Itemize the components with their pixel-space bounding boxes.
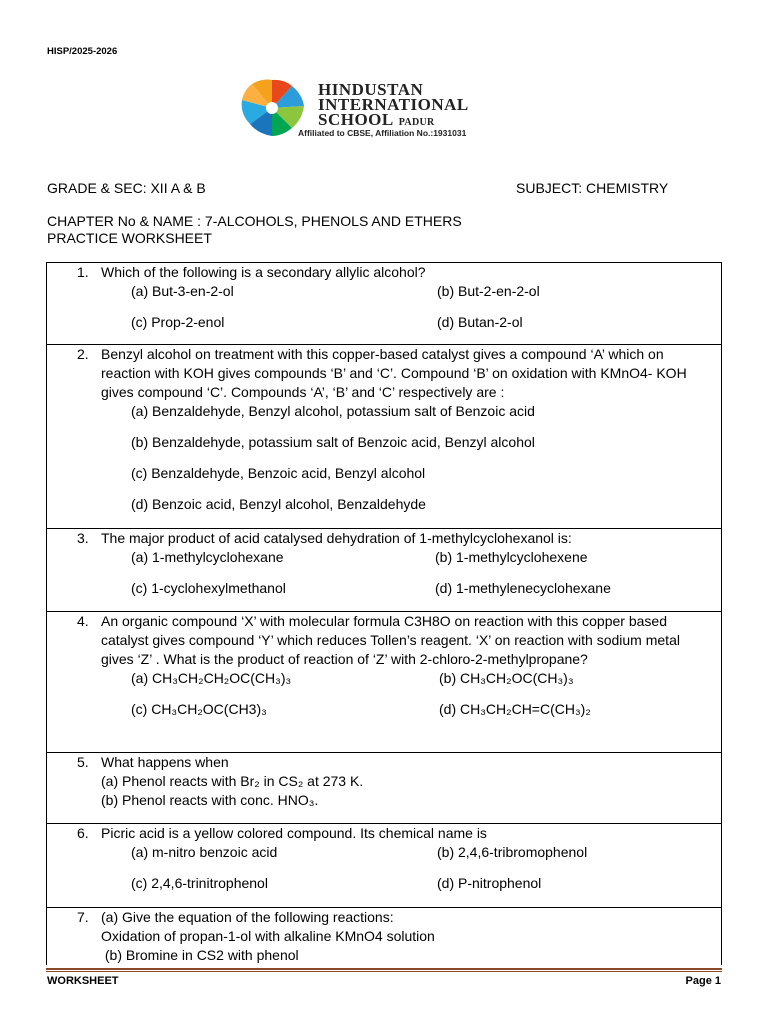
school-logo	[232, 78, 522, 142]
question-text: (a) Give the equation of the following reactions:	[101, 909, 394, 925]
option: (c) Prop-2-enol	[131, 314, 225, 330]
page-number: Page 1	[685, 975, 721, 987]
option: (b) 1-methylcyclohexene	[435, 549, 588, 565]
option: (a) CH₃CH₂CH₂OC(CH₃)₃	[131, 670, 292, 686]
option: (c) 1-cyclohexylmethanol	[131, 580, 286, 596]
sub-question: (a) Phenol reacts with Br₂ in CS₂ at 273 K.	[101, 773, 364, 789]
question-row: 1. Which of the following is a secondary allylic alcohol? (a) But-3-en-2-ol (b) But-2-en-2-ol (c) Prop-2-enol (d) Butan-2-ol	[47, 263, 722, 345]
option: (d) CH₃CH₂CH=C(CH₃)₂	[439, 701, 591, 717]
affiliation-text: Affiliated to CBSE, Affiliation No.:1931031	[298, 128, 467, 138]
option: (c) Benzaldehyde, Benzoic acid, Benzyl alcohol	[131, 465, 426, 481]
question-row: 2. Benzyl alcohol on treatment with this copper-based catalyst gives a compound ‘A’ which on reaction with KOH gives compounds ‘B’ and ‘C’. Compound ‘B’ on oxidation with KMnO4- KOH gives compound ‘C’. Compounds ‘A’, ‘B’ and ‘C’ respectively are : (a) Benzaldehyde, Benzyl alcohol, potassium salt of Benzoic acid (b) Benzaldehyde, potassium salt of Benzoic acid, Benzyl alcohol (c) Benzaldehyde, Benzoic acid, Benzyl alcohol (d) Benzoic acid, Benzyl alcohol, Benzaldehyde	[47, 345, 722, 529]
question-table	[46, 262, 722, 965]
sub-question: Oxidation of propan-1-ol with alkaline KMnO4 solution	[101, 928, 435, 944]
question-text: Which of the following is a secondary allylic alcohol?	[101, 264, 426, 280]
option: (c) CH₃CH₂OC(CH3)₃	[131, 701, 267, 717]
question-text: An organic compound ‘X’ with molecular formula C3H8O on reaction with this copper based catalyst gives compound ‘Y’ which reduces Tollen’s reagent. ‘X’ on reaction with sodium metal gives ‘Z’ . What is the product of reaction of ‘Z’ with 2-chloro-2-methylpropane?	[101, 613, 680, 667]
option: (d) Benzoic acid, Benzyl alcohol, Benzaldehyde	[131, 496, 426, 512]
option: (b) But-2-en-2-ol	[437, 283, 540, 299]
option: (d) Butan-2-ol	[437, 314, 523, 330]
question-text: Benzyl alcohol on treatment with this copper-based catalyst gives a compound ‘A’ which on reaction with KOH gives compounds ‘B’ and ‘C’. Compound ‘B’ on oxidation with KMnO4- KOH gives compound ‘C’. Compounds ‘A’, ‘B’ and ‘C’ respectively are :	[101, 346, 687, 400]
option: (c) 2,4,6-trinitrophenol	[131, 875, 268, 891]
sub-question: (b) Bromine in CS2 with phenol	[101, 947, 299, 963]
footer-label: WORKSHEET	[47, 975, 119, 987]
school-name: HINDUSTAN INTERNATIONAL SCHOOL PADUR	[318, 80, 469, 129]
question-text: The major product of acid catalysed dehydration of 1-methylcyclohexanol is:	[101, 530, 572, 546]
document-code: HISP/2025-2026	[47, 46, 118, 57]
grade-section: GRADE & SEC: XII A & B	[47, 180, 206, 196]
option: (b) CH₃CH₂OC(CH₃)₃	[439, 670, 574, 686]
question-text: Picric acid is a yellow colored compound. Its chemical name is	[101, 825, 487, 841]
chapter-name: CHAPTER No & NAME : 7-ALCOHOLS, PHENOLS AND ETHERS	[47, 213, 462, 229]
option: (a) But-3-en-2-ol	[131, 283, 234, 299]
option: (b) 2,4,6-tribromophenol	[437, 844, 588, 860]
subject: SUBJECT: CHEMISTRY	[516, 180, 669, 196]
question-row: 4. An organic compound ‘X’ with molecular formula C3H8O on reaction with this copper based catalyst gives compound ‘Y’ which reduces Tollen’s reagent. ‘X’ on reaction with sodium metal gives ‘Z’ . What is the product of reaction of ‘Z’ with 2-chloro-2-methylpropane? (a) CH₃CH₂CH₂OC(CH₃)₃ (b) CH₃CH₂OC(CH₃)₃ (c) CH₃CH₂OC(CH3)₃ (d) CH₃CH₂CH=C(CH₃)₂	[47, 612, 722, 753]
footer-rule-thin	[46, 971, 722, 972]
option: (d) P-nitrophenol	[437, 875, 542, 891]
question-row: 5. What happens when (a) Phenol reacts with Br₂ in CS₂ at 273 K. (b) Phenol reacts with conc. HNO₃.	[47, 753, 722, 824]
sub-question: (b) Phenol reacts with conc. HNO₃.	[101, 792, 319, 808]
question-text: What happens when	[101, 754, 229, 770]
question-row: 6. Picric acid is a yellow colored compound. Its chemical name is (a) m-nitro benzoic acid (b) 2,4,6-tribromophenol (c) 2,4,6-trinitrophenol (d) P-nitrophenol	[47, 824, 722, 908]
option: (d) 1-methylenecyclohexane	[435, 580, 611, 596]
question-row: 7. (a) Give the equation of the following reactions: Oxidation of propan-1-ol with alkaline KMnO4 solution (b) Bromine in CS2 with phenol	[47, 908, 722, 966]
option: (a) m-nitro benzoic acid	[131, 844, 278, 860]
footer-rule	[46, 968, 722, 970]
question-row: 3. The major product of acid catalysed dehydration of 1-methylcyclohexanol is: (a) 1-methylcyclohexane (b) 1-methylcyclohexene (c) 1-cyclohexylmethanol (d) 1-methylenecyclohexane	[47, 529, 722, 612]
worksheet-title: PRACTICE WORKSHEET	[47, 230, 212, 246]
option: (a) 1-methylcyclohexane	[131, 549, 284, 565]
option: (a) Benzaldehyde, Benzyl alcohol, potassium salt of Benzoic acid	[131, 403, 535, 419]
option: (b) Benzaldehyde, potassium salt of Benzoic acid, Benzyl alcohol	[131, 434, 535, 450]
